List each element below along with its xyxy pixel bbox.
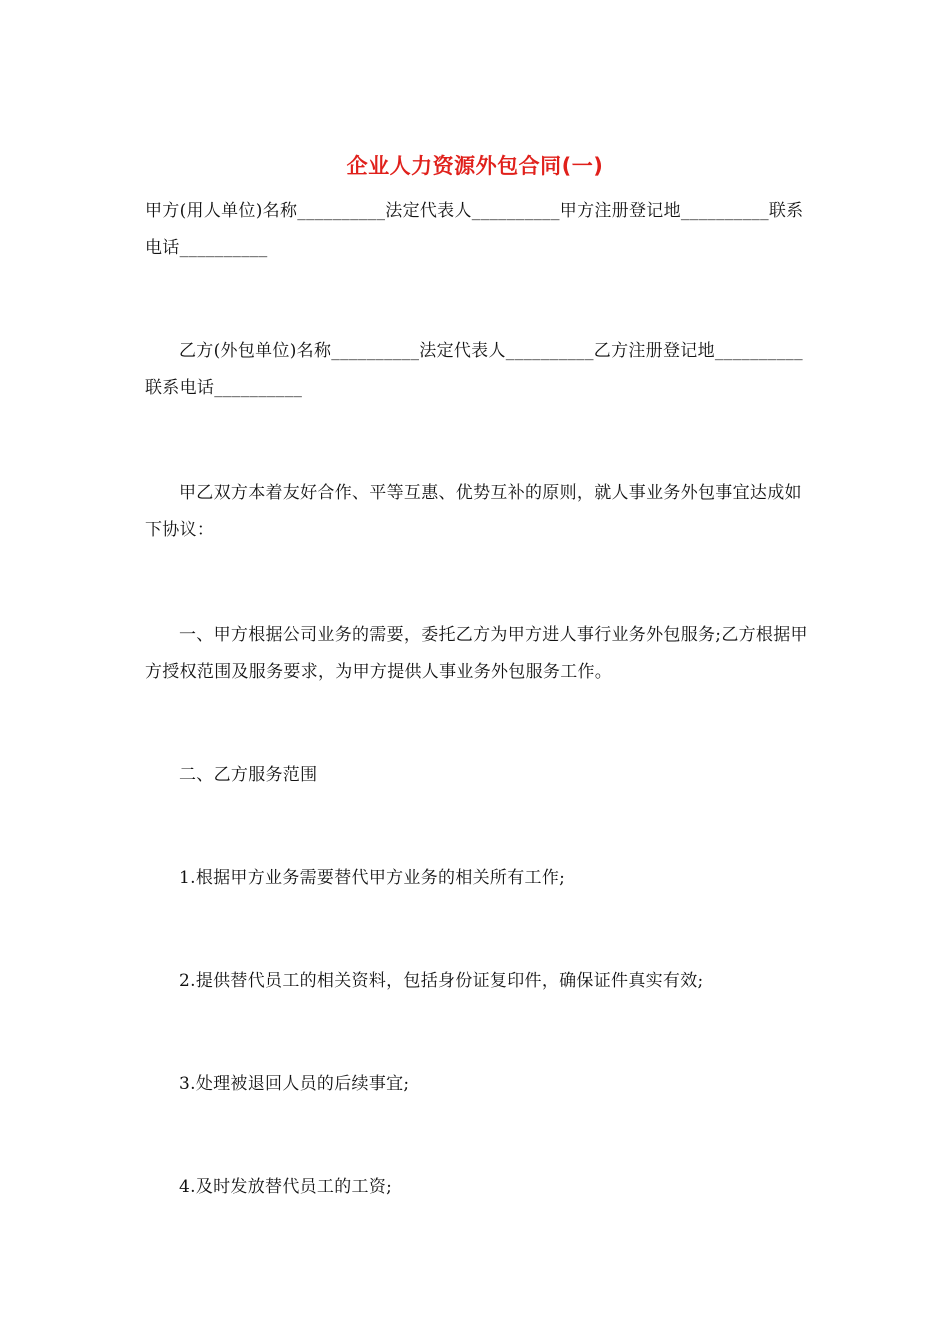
agreement-preamble: 甲乙双方本着友好合作、平等互惠、优势互补的原则，就人事业务外包事宜达成如下协议： xyxy=(145,483,802,540)
clause-two-heading: 二、乙方服务范围 xyxy=(179,765,318,785)
clause-one: 一、甲方根据公司业务的需要，委托乙方为甲方进人事行业务外包服务;乙方根据甲方授权范围及服务要求，为甲方提供人事业务外包服务工作。 xyxy=(145,625,808,682)
service-item-4: 4.及时发放替代员工的工资; xyxy=(179,1177,393,1197)
service-item-1: 1.根据甲方业务需要替代甲方业务的相关所有工作; xyxy=(179,868,566,888)
party-a-info: 甲方(用人单位)名称__________法定代表人__________甲方注册登记地__________联系电话__________ xyxy=(145,201,804,258)
service-item-2: 2.提供替代员工的相关资料，包括身份证复印件，确保证件真实有效; xyxy=(179,971,704,991)
party-b-info: 乙方(外包单位)名称__________法定代表人__________乙方注册登记地__________联系电话__________ xyxy=(145,341,803,398)
document-title: 企业人力资源外包合同(一) xyxy=(346,154,604,178)
service-item-3: 3.处理被退回人员的后续事宜; xyxy=(179,1074,410,1094)
